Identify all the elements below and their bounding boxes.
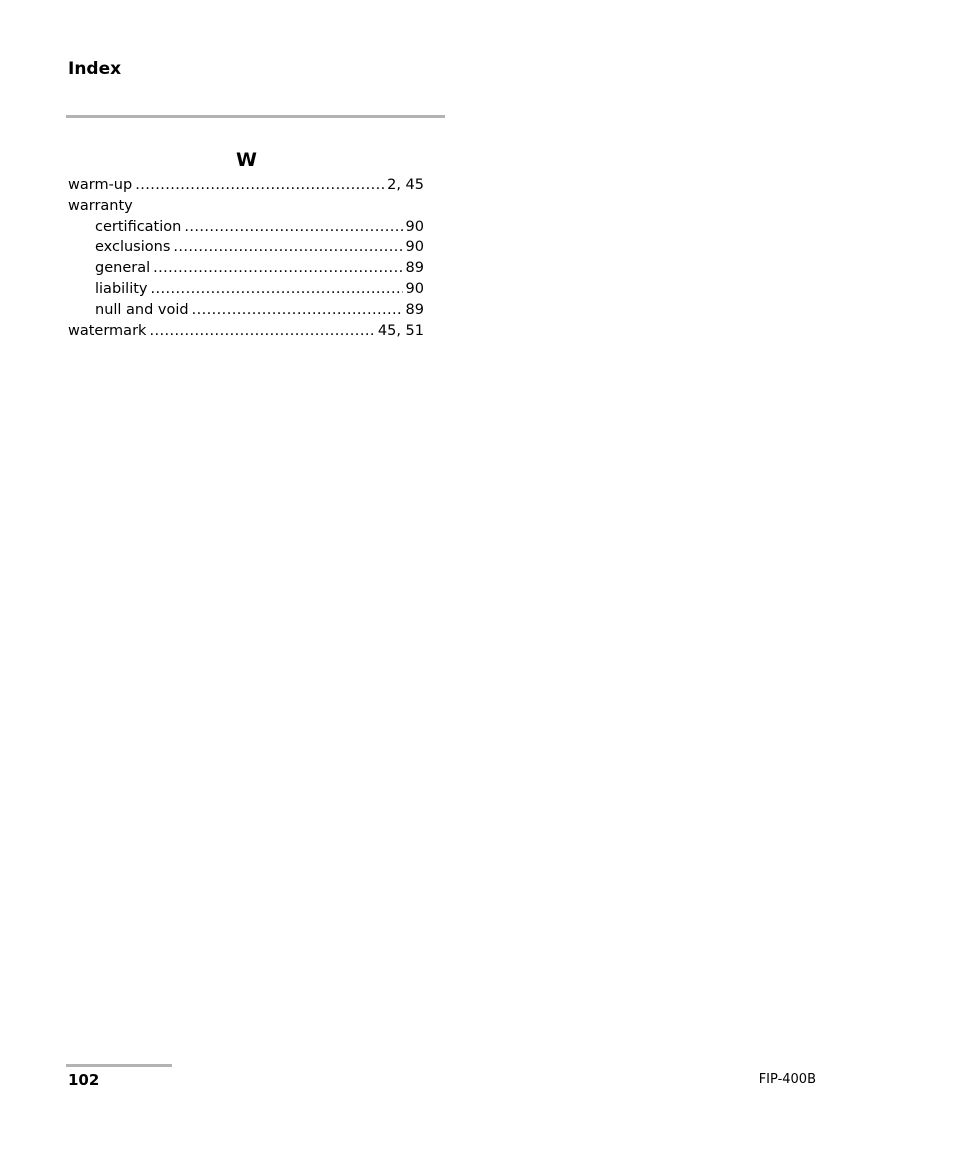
document-code: FIP-400B: [758, 1072, 816, 1087]
index-entry-warm-up: [68, 175, 424, 196]
page-title: Index: [68, 59, 122, 79]
index-term: warranty: [68, 197, 133, 214]
index-term: certification: [95, 218, 182, 235]
index-subentry-null-and-void: [68, 300, 424, 321]
dot-leader: [135, 175, 384, 196]
index-page-refs: 90: [405, 218, 424, 235]
index-entry-warranty: [68, 196, 424, 217]
index-subentry-general: [68, 258, 424, 279]
footer-divider: [66, 1064, 172, 1067]
dot-leader: [151, 279, 403, 300]
dot-leader: [184, 217, 402, 238]
page-number: 102: [68, 1071, 100, 1089]
index-page-refs: 90: [405, 239, 424, 256]
index-entry-watermark: [68, 321, 424, 342]
index-term: liability: [95, 280, 148, 297]
index-page-refs: 89: [405, 260, 424, 277]
dot-leader: [173, 237, 402, 258]
index-term: watermark: [68, 322, 147, 339]
index-term: general: [95, 260, 151, 277]
index-page-refs: 45, 51: [377, 322, 424, 339]
index-term: warm-up: [68, 177, 133, 193]
index-subentry-certification: [68, 217, 424, 238]
index-page-refs: 2, 45: [387, 177, 424, 193]
index-page-refs: 89: [405, 301, 424, 318]
index-term: null and void: [95, 301, 189, 318]
header-divider: [66, 115, 445, 118]
index-term: exclusions: [95, 239, 171, 256]
index-page-refs: 90: [405, 280, 424, 297]
index-letter-heading: W: [236, 149, 257, 171]
index-list: [68, 175, 424, 341]
dot-leader: [153, 258, 402, 279]
index-subentry-exclusions: [68, 237, 424, 258]
dot-leader: [192, 300, 403, 321]
dot-leader: [149, 321, 374, 342]
index-subentry-liability: [68, 279, 424, 300]
